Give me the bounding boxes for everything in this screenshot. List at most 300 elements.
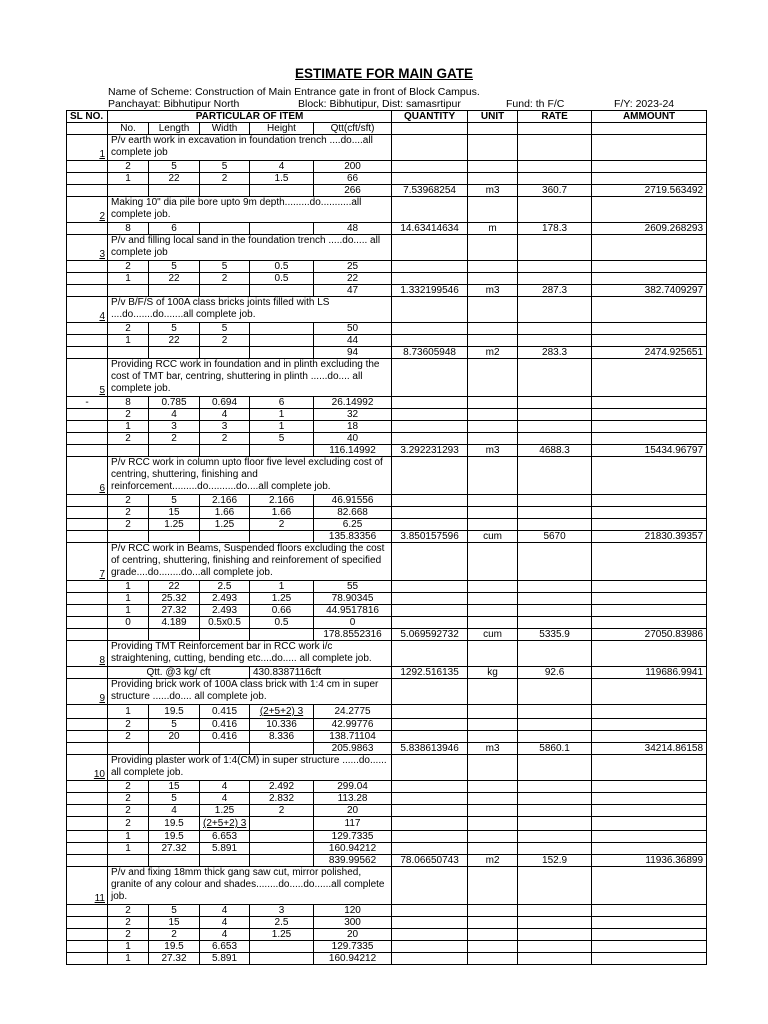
item-amount: 11936.36899 xyxy=(592,855,707,867)
dim-no: 2 xyxy=(108,719,149,731)
dim-qtt: 160.94212 xyxy=(314,843,392,855)
blank-cell xyxy=(518,507,592,519)
blank-cell xyxy=(468,433,518,445)
dim-height: 1 xyxy=(250,409,314,421)
dim-qtt-total: 839.99562 xyxy=(314,855,392,867)
blank-cell xyxy=(518,297,592,323)
dim-length: 5 xyxy=(149,323,200,335)
blank-cell xyxy=(392,905,468,917)
dim-length: 5 xyxy=(149,905,200,917)
blank-cell xyxy=(518,941,592,953)
dim-length: 22 xyxy=(149,335,200,347)
blank-cell xyxy=(392,843,468,855)
blank-cell xyxy=(592,173,707,185)
item-sl-no xyxy=(67,543,108,581)
sub-header-length: Length xyxy=(149,123,200,135)
dim-qtt: 44.9517816 xyxy=(314,605,392,617)
sub-header-width: Width xyxy=(200,123,250,135)
blank-cell xyxy=(468,409,518,421)
blank-cell xyxy=(592,235,707,261)
col-amount-header: AMMOUNT xyxy=(592,111,707,123)
blank-cell xyxy=(250,531,314,543)
dim-width: 0.416 xyxy=(200,731,250,743)
dim-qtt: 129.7335 xyxy=(314,941,392,953)
blank-cell xyxy=(392,953,468,965)
blank-cell xyxy=(468,297,518,323)
col-quantity-header: QUANTITY xyxy=(392,111,468,123)
dim-sl xyxy=(67,581,108,593)
blank-cell xyxy=(149,743,200,755)
dim-length: 0.785 xyxy=(149,397,200,409)
dim-qtt: 55 xyxy=(314,581,392,593)
blank-cell xyxy=(592,273,707,285)
dim-qtt: 66 xyxy=(314,173,392,185)
dim-no: 1 xyxy=(108,843,149,855)
dim-width: 4 xyxy=(200,409,250,421)
dim-width: 0.416 xyxy=(200,719,250,731)
dim-width: 5 xyxy=(200,261,250,273)
table-row-dim xyxy=(67,843,707,855)
blank-cell xyxy=(592,831,707,843)
blank-cell xyxy=(592,297,707,323)
dim-sl xyxy=(67,793,108,805)
dim-sl xyxy=(67,905,108,917)
blank-cell xyxy=(392,781,468,793)
item-sl-number: 10 xyxy=(93,769,105,780)
dim-length: 27.32 xyxy=(149,843,200,855)
item-sl-no xyxy=(67,235,108,261)
blank-cell xyxy=(392,929,468,941)
blank-cell xyxy=(149,855,200,867)
table-row-dim xyxy=(67,495,707,507)
blank-cell xyxy=(468,235,518,261)
dim-height: 6 xyxy=(250,397,314,409)
sub-header-blank xyxy=(67,123,108,135)
dim-no: 1 xyxy=(108,335,149,347)
dim-qtt: 299.04 xyxy=(314,781,392,793)
dim-sl xyxy=(67,705,108,719)
dim-width: 1.25 xyxy=(200,519,250,531)
dim-sl xyxy=(67,781,108,793)
blank-cell xyxy=(149,445,200,457)
dim-width: 2.493 xyxy=(200,605,250,617)
table-row-dim xyxy=(67,905,707,917)
dim-no: 1 xyxy=(108,705,149,719)
blank-cell xyxy=(149,629,200,641)
item-sl-no xyxy=(67,755,108,781)
blank-cell xyxy=(250,347,314,359)
block-district: Block: Bibhutipur, Dist: samasrtipur xyxy=(298,98,461,110)
item-sl-no xyxy=(67,197,108,223)
blank-cell xyxy=(518,905,592,917)
table-row-dim xyxy=(67,161,707,173)
dim-width xyxy=(200,223,250,235)
blank-cell xyxy=(392,755,468,781)
table-row-dim xyxy=(67,605,707,617)
blank-cell xyxy=(250,185,314,197)
item-sl-number: 1 xyxy=(99,149,105,160)
blank-cell xyxy=(518,917,592,929)
blank-cell xyxy=(392,273,468,285)
table-row-dim xyxy=(67,817,707,831)
dim-length: 5 xyxy=(149,261,200,273)
blank-cell xyxy=(108,347,149,359)
table-row-dim xyxy=(67,805,707,817)
tmt-rate-label: Qtt. @3 kg/ cft xyxy=(108,667,250,679)
dim-width: 0.5x0.5 xyxy=(200,617,250,629)
table-row-dim xyxy=(67,421,707,433)
dim-sl xyxy=(67,495,108,507)
dim-width: 4 xyxy=(200,781,250,793)
dim-qtt-total: 94 xyxy=(314,347,392,359)
dim-no: 1 xyxy=(108,941,149,953)
blank-cell xyxy=(108,531,149,543)
dim-length: 1.25 xyxy=(149,519,200,531)
dim-no: 8 xyxy=(108,397,149,409)
dim-height: 2 xyxy=(250,805,314,817)
blank-cell xyxy=(392,173,468,185)
dim-height xyxy=(250,335,314,347)
table-row-dim xyxy=(67,273,707,285)
item-rate: 5670 xyxy=(518,531,592,543)
table-row-dim xyxy=(67,397,707,409)
blank-cell xyxy=(468,705,518,719)
table-row-total xyxy=(67,185,707,197)
dim-width: 2 xyxy=(200,335,250,347)
blank-cell xyxy=(392,617,468,629)
blank-cell xyxy=(468,495,518,507)
table-row-dim xyxy=(67,781,707,793)
table-row-dim xyxy=(67,433,707,445)
col-unit-header: UNIT xyxy=(468,111,518,123)
blank-cell xyxy=(392,867,468,905)
item-amount: 27050.83986 xyxy=(592,629,707,641)
item-sl-number: 2 xyxy=(99,211,105,222)
dim-width: 4 xyxy=(200,917,250,929)
item-sl-no xyxy=(67,679,108,705)
dim-qtt: 18 xyxy=(314,421,392,433)
sub-header-height: Height xyxy=(250,123,314,135)
dim-qtt: 6.25 xyxy=(314,519,392,531)
dim-height: (2+5+2) 3 xyxy=(250,705,314,719)
blank-cell xyxy=(592,917,707,929)
item-description: P/v B/F/S of 100A class bricks joints filled with LS ....do.......do.......all complete job. xyxy=(108,297,392,323)
blank-cell xyxy=(592,867,707,905)
item-sl-number: 3 xyxy=(99,249,105,260)
blank-cell xyxy=(592,593,707,605)
item-sl-number: 4 xyxy=(99,311,105,322)
table-row-total xyxy=(67,855,707,867)
dim-length: 2 xyxy=(149,433,200,445)
item-description: Providing TMT Reinforcement bar in RCC work i/c straightening, cutting, bending etc....do..... all complete job. xyxy=(108,641,392,667)
table-row-total xyxy=(67,285,707,297)
dim-sl xyxy=(67,719,108,731)
dim-length: 22 xyxy=(149,173,200,185)
blank-cell xyxy=(518,335,592,347)
dim-sl xyxy=(67,409,108,421)
dim-qtt: 78.90345 xyxy=(314,593,392,605)
item-rate: 5335.9 xyxy=(518,629,592,641)
table-row-total xyxy=(67,445,707,457)
blank-cell xyxy=(392,605,468,617)
blank-cell xyxy=(518,581,592,593)
blank-cell xyxy=(392,123,468,135)
estimate-table xyxy=(66,110,707,965)
blank-cell xyxy=(518,261,592,273)
blank-cell xyxy=(518,323,592,335)
dim-sl xyxy=(67,433,108,445)
blank-cell xyxy=(392,161,468,173)
blank-cell xyxy=(468,543,518,581)
blank-cell xyxy=(468,421,518,433)
table-row-desc xyxy=(67,297,707,323)
dim-qtt: 32 xyxy=(314,409,392,421)
blank-cell xyxy=(592,135,707,161)
blank-cell xyxy=(392,543,468,581)
dim-no: 2 xyxy=(108,261,149,273)
dim-sl xyxy=(67,593,108,605)
blank-cell xyxy=(518,605,592,617)
blank-cell xyxy=(592,705,707,719)
item-description: P/v RCC work in column upto floor five level excluding cost of centring, shuttering, finishing and reinforcement.........do..........do....all complete job. xyxy=(108,457,392,495)
dim-no: 2 xyxy=(108,495,149,507)
table-row-dim xyxy=(67,593,707,605)
dim-width: 5 xyxy=(200,161,250,173)
item-rate: 287.3 xyxy=(518,285,592,297)
item-amount: 119686.9941 xyxy=(592,667,707,679)
dim-no: 2 xyxy=(108,161,149,173)
dim-qtt: 24.2775 xyxy=(314,705,392,719)
blank-cell xyxy=(392,135,468,161)
blank-cell xyxy=(592,507,707,519)
item-unit: cum xyxy=(468,629,518,641)
dim-qtt: 42.99776 xyxy=(314,719,392,731)
blank-cell xyxy=(392,397,468,409)
blank-cell xyxy=(518,867,592,905)
item-rate: 360.7 xyxy=(518,185,592,197)
blank-cell xyxy=(149,347,200,359)
dim-qtt: 160.94212 xyxy=(314,953,392,965)
dim-width: 5.891 xyxy=(200,843,250,855)
dim-sl xyxy=(67,507,108,519)
item-quantity: 78.06650743 xyxy=(392,855,468,867)
item-rate: 92.6 xyxy=(518,667,592,679)
dim-length: 15 xyxy=(149,507,200,519)
table-row-desc xyxy=(67,641,707,667)
dim-width: 4 xyxy=(200,929,250,941)
blank-cell xyxy=(518,731,592,743)
item-quantity: 1.332199546 xyxy=(392,285,468,297)
blank-cell xyxy=(592,605,707,617)
blank-cell xyxy=(592,719,707,731)
blank-cell xyxy=(200,347,250,359)
dim-no: 2 xyxy=(108,917,149,929)
blank-cell xyxy=(518,679,592,705)
dim-sl xyxy=(67,855,108,867)
dim-height: 2.832 xyxy=(250,793,314,805)
dim-no: 2 xyxy=(108,905,149,917)
blank-cell xyxy=(518,235,592,261)
blank-cell xyxy=(468,457,518,495)
blank-cell xyxy=(592,953,707,965)
dim-sl xyxy=(67,831,108,843)
blank-cell xyxy=(392,679,468,705)
col-sl-header: SL NO. xyxy=(67,111,108,123)
blank-cell xyxy=(392,235,468,261)
blank-cell xyxy=(468,617,518,629)
table-row-tmt xyxy=(67,667,707,679)
dim-sl xyxy=(67,917,108,929)
item-rate: 178.3 xyxy=(518,223,592,235)
dim-height: 4 xyxy=(250,161,314,173)
blank-cell xyxy=(592,123,707,135)
dim-no: 2 xyxy=(108,929,149,941)
dim-width: 3 xyxy=(200,421,250,433)
blank-cell xyxy=(518,135,592,161)
table-row-dim xyxy=(67,261,707,273)
table-row-desc xyxy=(67,755,707,781)
blank-cell xyxy=(518,197,592,223)
table-row-dim xyxy=(67,929,707,941)
item-unit: m2 xyxy=(468,347,518,359)
blank-cell xyxy=(392,297,468,323)
tmt-qtt-unit: cft xyxy=(310,667,322,678)
blank-cell xyxy=(592,817,707,831)
blank-cell xyxy=(392,335,468,347)
blank-cell xyxy=(200,743,250,755)
item-unit: m xyxy=(468,223,518,235)
item-amount: 382.7409297 xyxy=(592,285,707,297)
blank-cell xyxy=(592,161,707,173)
blank-cell xyxy=(392,817,468,831)
blank-cell xyxy=(592,261,707,273)
blank-cell xyxy=(468,941,518,953)
blank-cell xyxy=(392,519,468,531)
dim-no: 1 xyxy=(108,273,149,285)
table-row-desc xyxy=(67,543,707,581)
dim-sl xyxy=(67,273,108,285)
dim-height: 1 xyxy=(250,581,314,593)
blank-cell xyxy=(468,323,518,335)
blank-cell xyxy=(468,679,518,705)
dim-height: 5 xyxy=(250,433,314,445)
dim-qtt-total: 178.8552316 xyxy=(314,629,392,641)
dim-no: 1 xyxy=(108,173,149,185)
dim-height xyxy=(250,323,314,335)
dim-qtt: 48 xyxy=(314,223,392,235)
dim-sl xyxy=(67,323,108,335)
blank-cell xyxy=(518,831,592,843)
table-row-dim xyxy=(67,617,707,629)
item-quantity: 7.53968254 xyxy=(392,185,468,197)
blank-cell xyxy=(392,409,468,421)
tmt-qtt-value xyxy=(250,667,392,679)
table-row-dim xyxy=(67,409,707,421)
blank-cell xyxy=(518,173,592,185)
blank-cell xyxy=(592,617,707,629)
dim-qtt: 113.28 xyxy=(314,793,392,805)
dim-sl xyxy=(67,805,108,817)
item-unit: m3 xyxy=(468,185,518,197)
item-description: P/v and filling local sand in the foundation trench .....do..... all complete job xyxy=(108,235,392,261)
dim-length: 5 xyxy=(149,161,200,173)
item-unit: cum xyxy=(468,531,518,543)
dim-no: 1 xyxy=(108,421,149,433)
table-row-desc xyxy=(67,359,707,397)
blank-cell xyxy=(468,793,518,805)
blank-cell xyxy=(468,719,518,731)
dim-height xyxy=(250,941,314,953)
item-quantity: 8.73605948 xyxy=(392,347,468,359)
dim-length: 15 xyxy=(149,917,200,929)
dim-length: 5 xyxy=(149,495,200,507)
blank-cell xyxy=(468,197,518,223)
dim-sl xyxy=(67,531,108,543)
dim-qtt: 50 xyxy=(314,323,392,335)
blank-cell xyxy=(592,457,707,495)
dim-no: 8 xyxy=(108,223,149,235)
item-description: Providing RCC work in foundation and in plinth excluding the cost of TMT bar, centring, shuttering in plinth ......do.... all complete job. xyxy=(108,359,392,397)
blank-cell xyxy=(468,519,518,531)
dim-qtt: 26.14992 xyxy=(314,397,392,409)
dim-sl xyxy=(67,743,108,755)
item-rate: 5860.1 xyxy=(518,743,592,755)
dim-length: 19.5 xyxy=(149,941,200,953)
blank-cell xyxy=(108,185,149,197)
blank-cell xyxy=(592,397,707,409)
dim-length: 19.5 xyxy=(149,705,200,719)
blank-cell xyxy=(468,831,518,843)
item-sl-number: 5 xyxy=(99,385,105,396)
dim-no: 0 xyxy=(108,617,149,629)
item-description: Providing plaster work of 1:4(CM) in super structure ......do...... all complete job. xyxy=(108,755,392,781)
blank-cell xyxy=(592,323,707,335)
blank-cell xyxy=(518,593,592,605)
blank-cell xyxy=(592,495,707,507)
dim-height: 2.166 xyxy=(250,495,314,507)
dim-sl xyxy=(67,929,108,941)
table-row-dim xyxy=(67,581,707,593)
item-description: P/v earth work in excavation in foundation trench ....do....all complete job xyxy=(108,135,392,161)
blank-cell xyxy=(592,843,707,855)
dim-qtt-total: 116.14992 xyxy=(314,445,392,457)
item-amount: 2719.563492 xyxy=(592,185,707,197)
blank-cell xyxy=(468,593,518,605)
blank-cell xyxy=(200,285,250,297)
dim-length: 25.32 xyxy=(149,593,200,605)
blank-cell xyxy=(592,755,707,781)
dim-height: 1.66 xyxy=(250,507,314,519)
dim-no: 2 xyxy=(108,731,149,743)
dim-length: 2 xyxy=(149,929,200,941)
item-amount: 21830.39357 xyxy=(592,531,707,543)
blank-cell xyxy=(392,323,468,335)
dim-height xyxy=(250,831,314,843)
blank-cell xyxy=(592,421,707,433)
item-sl-no xyxy=(67,867,108,905)
dim-height: 1.5 xyxy=(250,173,314,185)
item-amount: 2474.925651 xyxy=(592,347,707,359)
item-amount: 34214.86158 xyxy=(592,743,707,755)
dim-length: 22 xyxy=(149,273,200,285)
dim-height: 3 xyxy=(250,905,314,917)
blank-cell xyxy=(518,705,592,719)
dim-height: 0.66 xyxy=(250,605,314,617)
blank-cell xyxy=(518,755,592,781)
table-row-desc xyxy=(67,135,707,161)
dim-width: 6.653 xyxy=(200,941,250,953)
blank-cell xyxy=(592,519,707,531)
